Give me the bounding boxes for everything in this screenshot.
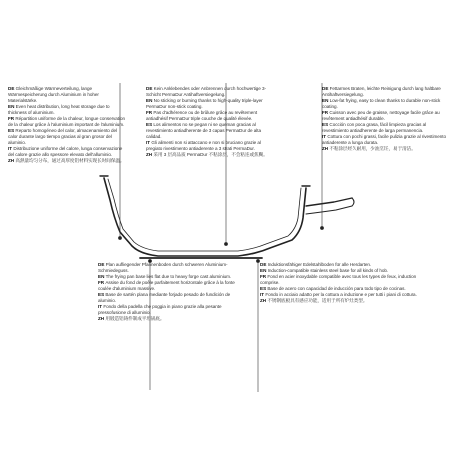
lang-line: ZH 用锻造铝铸件制成平坦锅底。 — [98, 316, 165, 321]
lang-line: ZH 不粘涂层经久耐用，少油烹饪，易于清洁。 — [322, 146, 416, 151]
lang-line: ES Cocción con poca grasa, fácil limpieza gracias al revestimiento antiadherente de larga permanencia. — [322, 122, 427, 133]
lang-line: DE Fettarmes Braten, leichte Reinigung durch lang haltbare Antihaftversiegelung. — [322, 86, 441, 97]
lang-line: ES Base de acero con capacidad de inducción para todo tipo de cocinas. — [260, 286, 406, 291]
pan-outer-wall — [104, 178, 306, 256]
lang-line: IT Fondo in acciaio adatto per la cottura a induzione e per tutti i piani di cottura. — [260, 292, 417, 297]
lang-line: FR Pas d'adhérence ou de brûlure grâce au revêtement antiadhésif PermaDur triple couche de qualité élevée. — [146, 110, 258, 121]
lang-line: ES Reparto homogéneo del calor, almacenamiento del calor durante largo tiempo gracias al gran grosor del aluminio. — [8, 128, 118, 145]
lang-line: EN No sticking or burning thanks to high-quality triple-layer PermaDur non-stick coating. — [146, 98, 263, 109]
lang-line: EN Even heat distribution, long heat storage due to thickness of aluminium. — [8, 104, 110, 115]
lang-line: FR Fond en acier inoxydable compatible avec tous les types de feux, induction comprise. — [260, 274, 417, 285]
lang-line: DE Plan aufliegender Pfannenboden durch schweren Aluminium-Schmiedeguss. — [98, 262, 228, 273]
leader-lowfat-dot — [320, 226, 323, 229]
feature-non-stick-coating — [146, 86, 270, 158]
lang-line: ZH 采用 3 层高品质 PermaDur 不粘涂层，不会粘连或焦糊。 — [146, 152, 268, 157]
leader-heat-dot — [118, 236, 121, 239]
lang-line: EN The frying pan base lies flat due to heavy forge cast aluminium. — [98, 274, 232, 279]
lang-line: EN Induction-compatible stainless steel base for all kinds of hob. — [260, 268, 389, 273]
lang-line: DE Gleichmäßige Wärmeverteilung, lange Wärmespeicherung durch Aluminium in hoher Materialstärke. — [8, 86, 99, 103]
lang-line: ES Los alimentos no se pegan ni se queman gracias al revestimiento antiadherente de 3 capas PermaDur de alta calidad. — [146, 122, 261, 139]
lang-line: ZH 高熱量均匀分布，通过高厚度铝材料实现长时间保温。 — [8, 158, 125, 163]
feature-heat-distribution — [8, 86, 126, 164]
lang-line: DE Kein Anklebendes oder Anbrennen durch hochwertige 3-Schicht PermaDur Antihaftversiegelung. — [146, 86, 266, 97]
pan-cross-section — [100, 176, 354, 258]
feature-flat-base — [98, 262, 248, 322]
pan-handle-end — [352, 198, 354, 206]
pan-handle — [306, 198, 352, 206]
lang-line: IT Cottura con pochi grassi, facile pulizia grazie al rivestimento antiaderente a lunga durata. — [322, 134, 447, 145]
lang-line: ZH 不锈钢底板具有感应功能，适用于所有炉灶类型。 — [260, 298, 368, 303]
lang-line: FR Assise du fond de poêle parfaitement horizontale grâce à la fonte coulée d'aluminium massive. — [98, 280, 235, 291]
lang-line: DE Induktionsfähiger Edelstahlboden für alle Herdarten. — [260, 262, 372, 267]
lang-line: IT Fondo della padella che poggia in piano grazie alla pesante pressofusione di alluminio. — [98, 304, 222, 315]
lang-line: FR Répartition uniforme de la chaleur, longue conservation de la chaleur grâce à l'aluminium important de l'aluminium. — [8, 116, 126, 127]
feature-induction-base — [260, 262, 420, 304]
lang-line: FR Cuisson avec peu de graisse, nettoyage facile grâce au revêtement antiadhésif durable. — [322, 110, 440, 121]
lang-line: IT Distribuzione uniforme del calore, lunga conservazione del calore grazie allo spessore elevato dell'alluminio. — [8, 146, 123, 157]
lang-line: EN Low-fat frying, easy to clean thanks to durable non-stick coating. — [322, 98, 441, 109]
lang-line: IT Gli alimenti non si attaccano e non si bruciano grazie al pregiato rivestimento antiaderente a 3 strati PermaDur. — [146, 140, 261, 151]
lang-line: ES Base de sartén plana mediante forjado pesado de fundición de aluminio. — [98, 292, 231, 303]
pan-handle-lower — [306, 206, 352, 214]
pan-inner-wall — [108, 179, 301, 251]
feature-low-fat-frying — [322, 86, 448, 152]
leader-coating-dot — [224, 242, 227, 245]
